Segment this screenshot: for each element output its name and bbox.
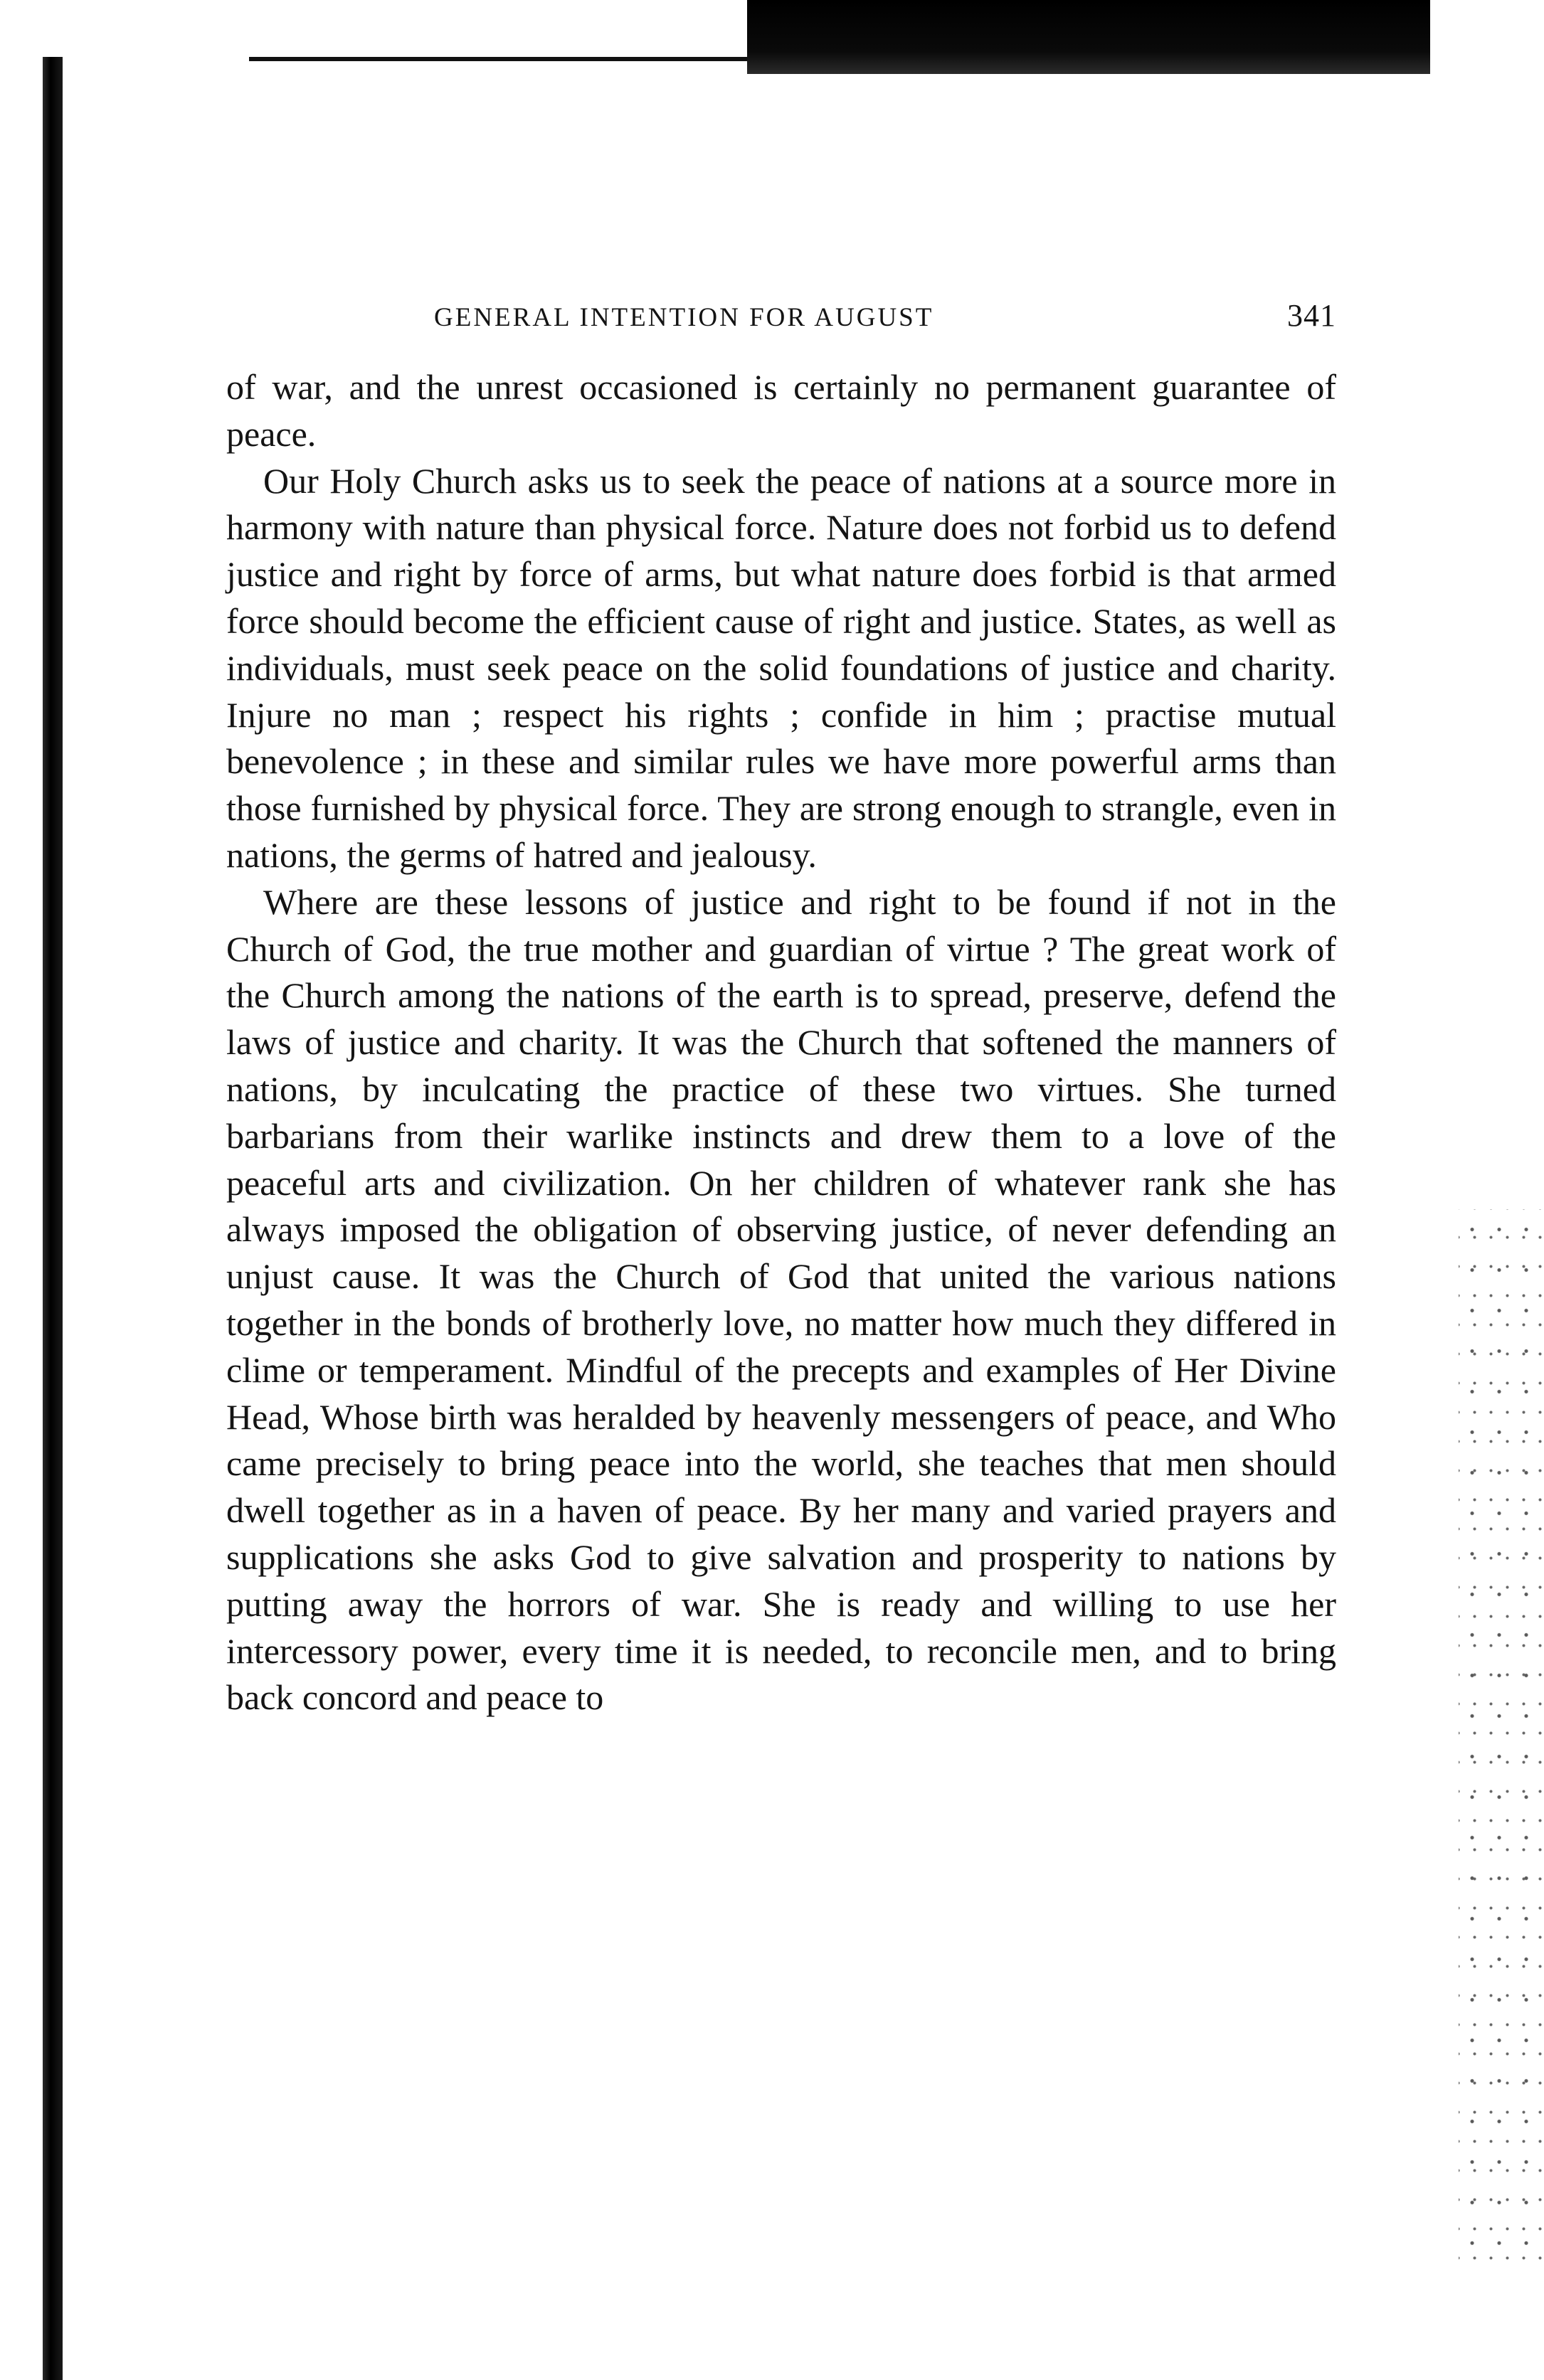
running-title: GENERAL INTENTION FOR AUGUST (434, 303, 934, 332)
body-text (226, 364, 1336, 1721)
scan-top-artifact (249, 0, 1430, 77)
scan-top-dark-band (747, 0, 1430, 74)
scan-top-line (249, 57, 761, 61)
paragraph: Our Holy Church asks us to seek the peace of nations at a source more in harmony with nature than physical force. Nature does not forbid us to defend justice and right by force of arms, but what nature does forbid is that armed force should become the efficient cause of right and justice. States, as well as individuals, must seek peace on the solid foundations of justice and charity. Injure no man ; respect his rights ; confide in him ; practise mutual benevolence ; in these and similar rules we have more powerful arms than those furnished by physical force. They are strong enough to strangle, even in nations, the germs of hatred and jealousy. (226, 460, 1336, 875)
running-header (226, 297, 1336, 340)
scan-edge-specks (1459, 1209, 1544, 2276)
scan-binding-shadow (43, 57, 63, 2380)
paragraph-continued: of war, and the unrest occasioned is certainly no permanent guarantee of peace. (226, 367, 1336, 454)
page-number: 341 (1287, 298, 1336, 333)
paragraph: Where are these lessons of justice and right to be found if not in the Church of God, the true mother and guardian of virtue ? The great work of the Church among the nations of the earth is to spread, preserve, defend the laws of justice and charity. It was the Church that softened the manners of nations, by inculcating the practice of these two virtues. She turned barbarians from their warlike instincts and drew them to a love of the peaceful arts and civilization. On her children of whatever rank she has always imposed the obligation of observing justice, of never defending an unjust cause. It was the Church of God that united the various nations together in the bonds of brotherly love, no matter how much they differed in clime or temperament. Mindful of the precepts and examples of Her Divine Head, Whose birth was heralded by heavenly messengers of peace, and Who came precisely to bring peace into the world, she teaches that men should dwell together as in a haven of peace. By her many and varied prayers and supplications she asks God to give salvation and prosperity to nations by putting away the horrors of war. She is ready and willing to use her intercessory power, every time it is needed, to reconcile men, and to bring back concord and peace to (226, 881, 1336, 1718)
